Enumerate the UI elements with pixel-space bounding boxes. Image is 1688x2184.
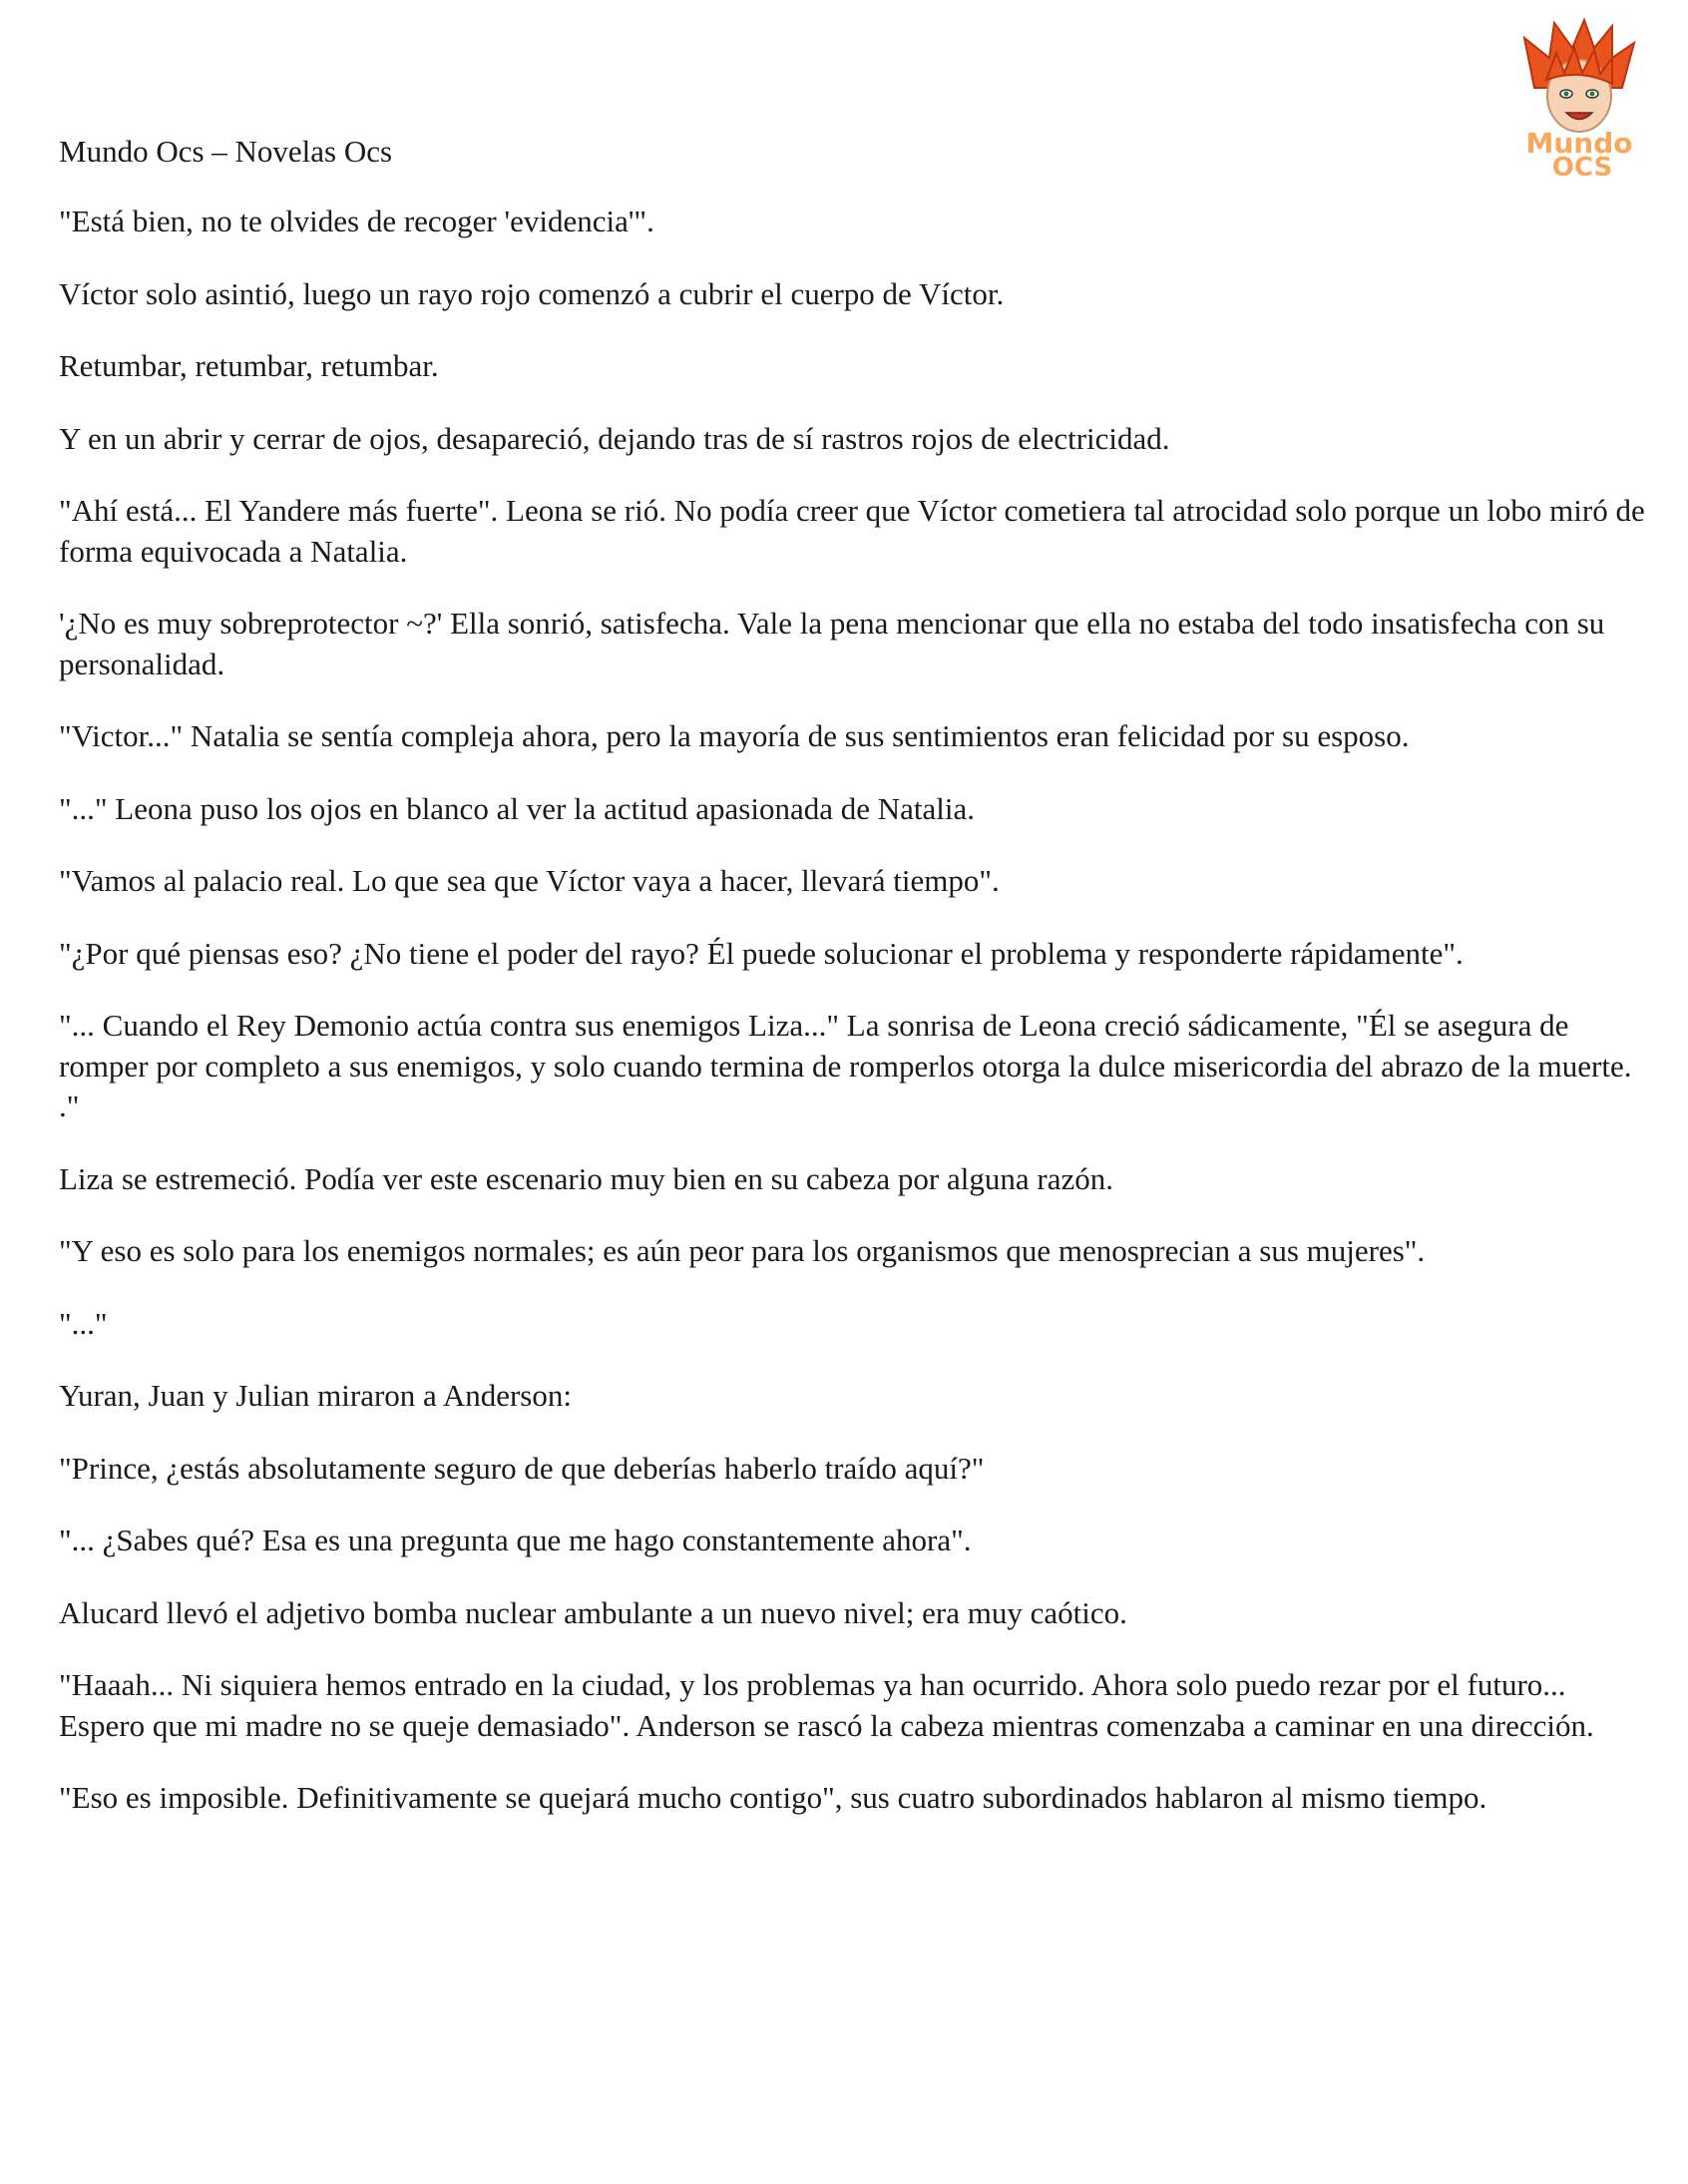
paragraph: "Ahí está... El Yandere más fuerte". Leona se rió. No podía creer que Víctor cometiera tal atrocidad solo porque un lobo miró de forma equivocada a Natalia. [59,493,1645,569]
paragraph: Yuran, Juan y Julian miraron a Anderson: [59,1378,572,1413]
paragraph: "Vamos al palacio real. Lo que sea que Víctor vaya a hacer, llevará tiempo". [59,863,1000,898]
paragraph: "..." Leona puso los ojos en blanco al ver la actitud apasionada de Natalia. [59,790,975,826]
paragraph: Y en un abrir y cerrar de ojos, desapareció, dejando tras de sí rastros rojos de electricidad. [59,420,1170,456]
paragraph: "Victor..." Natalia se sentía compleja ahora, pero la mayoría de sus sentimientos eran felicidad por su esposo. [59,718,1410,753]
mundo-ocs-logo [1504,18,1654,178]
page-header: Mundo Ocs – Novelas Ocs [59,134,393,169]
paragraph: "... Cuando el Rey Demonio actúa contra sus enemigos Liza..." La sonrisa de Leona creció sádicamente, "Él se asegura de romper por completo a sus enemigos, y solo cuando termina de romperlos otorga la dulce misericordia del abrazo de la muerte. ." [59,1008,1632,1123]
paragraph: Víctor solo asintió, luego un rayo rojo comenzó a cubrir el cuerpo de Víctor. [59,275,1005,311]
paragraph: "... ¿Sabes qué? Esa es una pregunta que me hago constantemente ahora". [59,1523,972,1557]
paragraph: "Haaah... Ni siquiera hemos entrado en la ciudad, y los problemas ya han ocurrido. Ahora solo puedo rezar por el futuro... Espero que mi madre no se queje demasiado". Anderson se rascó la cabeza mientras comenzaba a caminar en una dirección. [59,1667,1594,1743]
paragraph: '¿No es muy sobreprotector ~?' Ella sonrió, satisfecha. Vale la pena mencionar que ella no estaba del todo insatisfecha con su personalidad. [59,606,1605,681]
logo-graphic [1504,18,1654,178]
paragraph: Retumbar, retumbar, retumbar. [59,348,439,383]
paragraph: "Prince, ¿estás absolutamente seguro de que deberías haberlo traído aquí?" [59,1450,985,1486]
logo-text-line1: Mundo [1525,127,1633,160]
paragraph: "Eso es imposible. Definitivamente se quejará mucho contigo", sus cuatro subordinados hablaron al mismo tiempo. [59,1780,1487,1815]
paragraph: Liza se estremeció. Podía ver este escenario muy bien en su cabeza por alguna razón. [59,1160,1113,1196]
paragraph: "Y eso es solo para los enemigos normales; es aún peor para los organismos que menosprecian a sus mujeres". [59,1233,1426,1268]
document-body [59,202,1655,1851]
paragraph: "¿Por qué piensas eso? ¿No tiene el poder del rayo? Él puede solucionar el problema y responderte rápidamente". [59,935,1464,971]
paragraph: "Está bien, no te olvides de recoger 'evidencia'". [59,204,654,238]
paragraph: Alucard llevó el adjetivo bomba nuclear ambulante a un nuevo nivel; era muy caótico. [59,1594,1127,1630]
logo-text-line2: OCS [1551,153,1613,178]
paragraph: "..." [59,1305,108,1341]
